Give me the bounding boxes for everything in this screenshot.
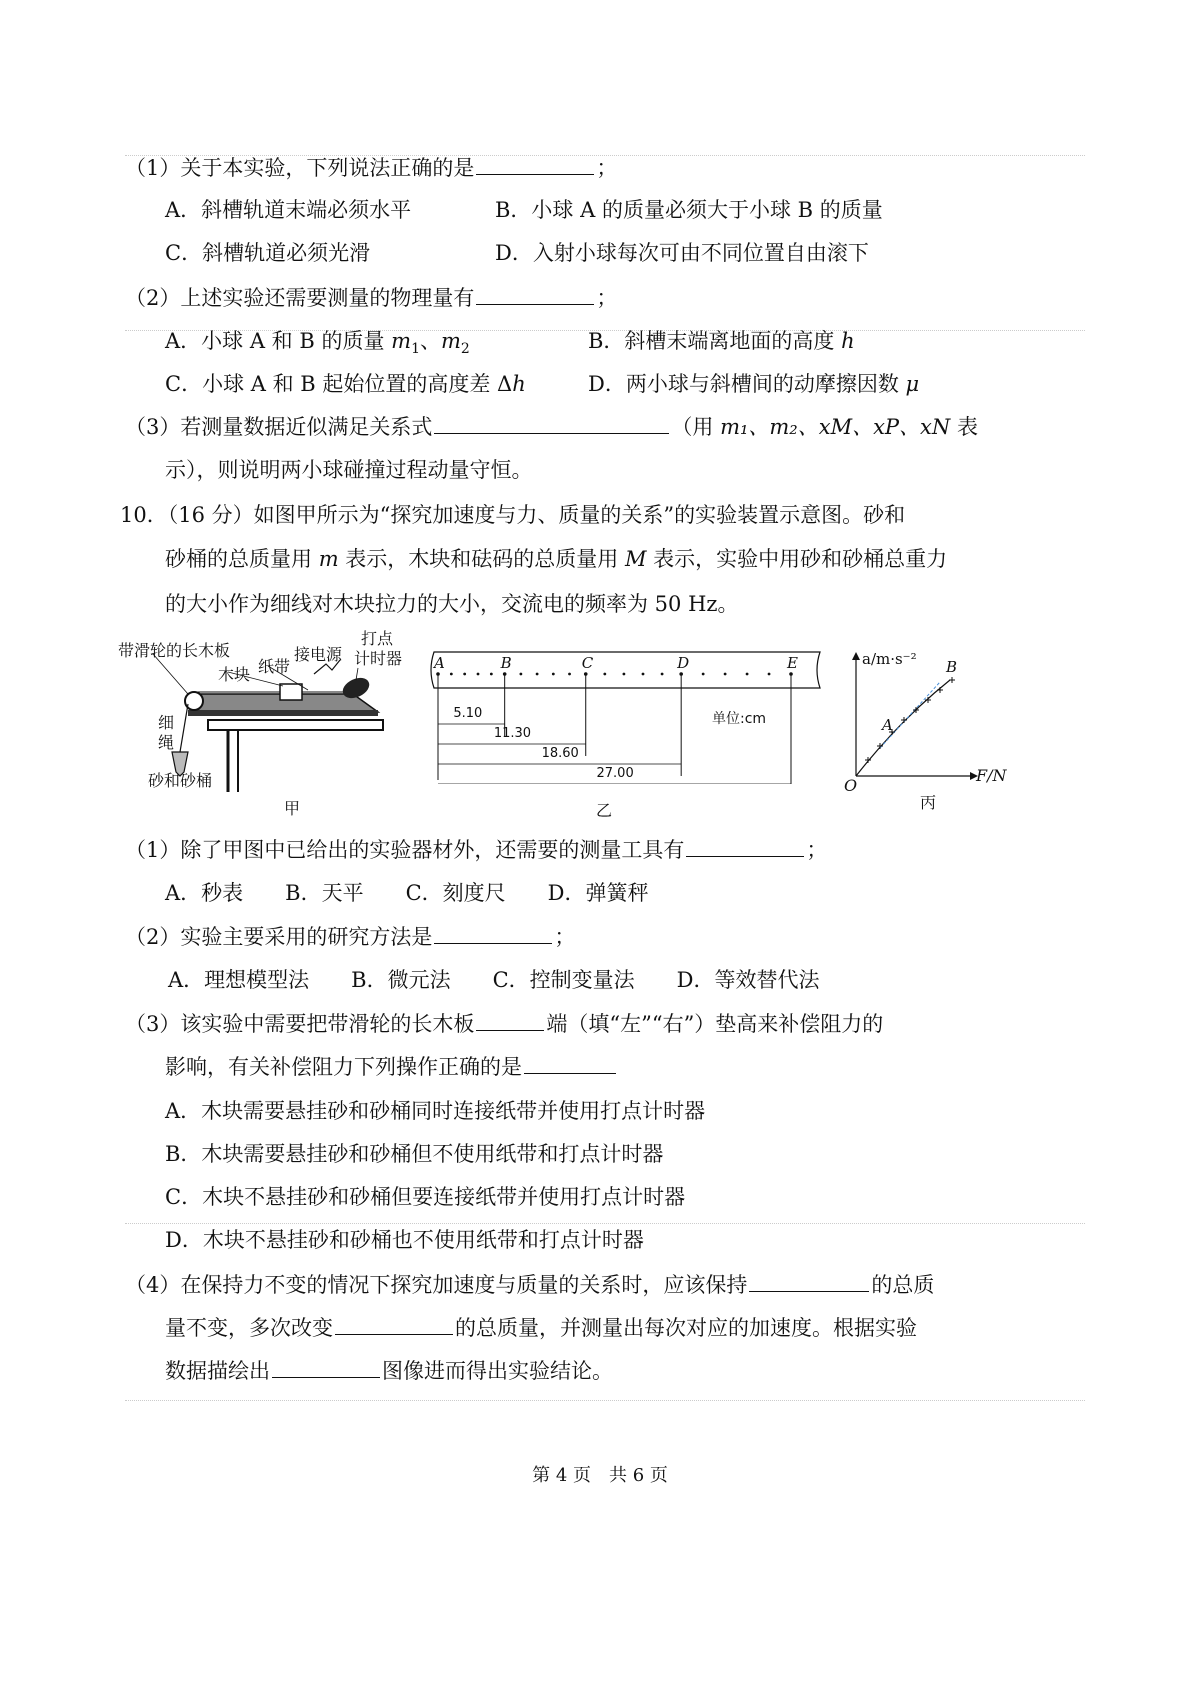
q9-part3-line2: 示），则说明两小球碰撞过程动量守恒。 <box>165 458 533 482</box>
data-point-mark <box>901 717 907 723</box>
text: 砂桶的总质量用 <box>165 547 319 571</box>
tape-dot <box>603 673 606 676</box>
q10-part4-line3 <box>165 1357 613 1385</box>
text: 数据描绘出 <box>165 1359 270 1383</box>
q9-part1-suffix: ； <box>596 156 618 180</box>
q10-part1-suffix: ； <box>806 838 828 862</box>
option-text: D．两小球与斜槽间的动摩擦因数 <box>588 372 906 396</box>
q10-line3: 的大小作为细线对木块拉力的大小，交流电的频率为 50 Hz。 <box>165 592 739 616</box>
tape-dot <box>490 673 493 676</box>
q10-part3-question <box>125 1010 883 1038</box>
page-footer: 第 4 页 共 6 页 <box>532 1465 668 1486</box>
answer-blank[interactable] <box>272 1357 380 1378</box>
tape-dot <box>552 673 555 676</box>
q9-part1-option-b: B．小球 A 的质量必须大于小球 B 的质量 <box>495 198 883 222</box>
point-label-A: A <box>434 654 445 672</box>
distance-label: 18.60 <box>541 746 579 761</box>
tape-dot <box>568 673 571 676</box>
tape-diagram <box>428 644 828 784</box>
label-sand-bucket: 砂和砂桶 <box>148 771 213 790</box>
label-block: 木块 <box>218 665 251 684</box>
figure-yi <box>428 644 828 824</box>
text: 表示，实验中用砂和砂桶总重力 <box>646 547 948 571</box>
subscript: 2 <box>460 341 470 358</box>
q9-part3-text: （3）若测量数据近似满足关系式 <box>125 415 433 439</box>
q9-part3-suffix-end: 表 <box>950 415 978 439</box>
q10-part3-option-b: B．木块需要悬挂砂和砂桶但不使用纸带和打点计时器 <box>165 1142 664 1166</box>
q10-header: 10．（16 分）如图甲所示为“探究加速度与力、质量的关系”的实验装置示意图。砂和 <box>120 503 906 527</box>
q9-part2-option-b <box>588 327 855 355</box>
var-mu: μ <box>905 372 920 396</box>
q9-part1-option-c: C．斜槽轨道必须光滑 <box>165 241 371 265</box>
label-power: 接电源 <box>294 645 343 664</box>
option-text: C．小球 A 和 B 起始位置的高度差 Δ <box>165 372 513 396</box>
y-axis-label: a/m·s⁻² <box>862 650 917 668</box>
point-a-label: A <box>882 716 893 734</box>
tape-dot <box>519 673 522 676</box>
q9-part1-option-a: A．斜槽轨道末端必须水平 <box>165 198 412 222</box>
label-rope: 细 <box>158 713 175 732</box>
var-m: m <box>318 547 339 571</box>
q9-part2-option-a <box>165 327 470 363</box>
answer-blank[interactable] <box>335 1314 453 1335</box>
tape-dot <box>768 673 771 676</box>
separator: 、 <box>419 329 441 353</box>
label-timer: 计时器 <box>354 649 403 668</box>
q9-part2-option-d <box>588 370 919 398</box>
tape-dot <box>450 673 453 676</box>
q10-part3-text: （3）该实验中需要把带滑轮的长木板 <box>125 1012 475 1036</box>
tape-dot <box>536 673 539 676</box>
figure-bing <box>840 648 1020 818</box>
x-axis-label: F/N <box>976 766 1007 785</box>
answer-blank[interactable] <box>476 1010 544 1031</box>
distance-label: 27.00 <box>596 766 634 781</box>
tape-dot <box>477 673 480 676</box>
label-timer: 打点 <box>361 629 394 648</box>
q10-part2-suffix: ； <box>554 925 576 949</box>
q10-part2-question <box>125 923 575 951</box>
tape-dot <box>463 673 466 676</box>
tape-dot <box>661 673 664 676</box>
text: 量不变，多次改变 <box>165 1316 333 1340</box>
point-label-C: C <box>581 654 594 672</box>
q10-part1-options: A．秒表 B．天平 C．刻度尺 D．弹簧秤 <box>165 881 649 905</box>
tape-dot <box>623 673 626 676</box>
q9-part2-question <box>125 284 617 312</box>
answer-blank[interactable] <box>686 836 804 857</box>
point-label-D: D <box>677 654 690 672</box>
answer-blank[interactable] <box>476 284 594 305</box>
separator-rule <box>125 1223 1085 1224</box>
text: 影响，有关补偿阻力下列操作正确的是 <box>165 1055 522 1079</box>
option-text: A．小球 A 和 B 的质量 <box>165 329 392 353</box>
q10-part4-question <box>125 1271 934 1299</box>
point-label-B: B <box>500 654 512 672</box>
q10-part4-line2 <box>165 1314 917 1342</box>
var-h: h <box>512 372 526 396</box>
q9-part3-vars: m₁、m₂、xM、xP、xN <box>720 415 951 439</box>
q9-part1-option-d: D．入射小球每次可由不同位置自由滚下 <box>495 241 869 265</box>
text: 的总质量，并测量出每次对应的加速度。根据实验 <box>455 1316 917 1340</box>
q10-part1-question <box>125 836 827 864</box>
figure-caption-bing: 丙 <box>920 793 937 812</box>
q10-line2 <box>165 545 947 573</box>
answer-blank[interactable] <box>749 1271 869 1292</box>
var-m: m <box>391 329 412 353</box>
unit-label: 单位:cm <box>712 711 767 727</box>
tape-dot <box>642 673 645 676</box>
text: （4）在保持力不变的情况下探究加速度与质量的关系时，应该保持 <box>125 1273 748 1297</box>
tape-dot <box>746 673 749 676</box>
answer-blank[interactable] <box>524 1053 616 1074</box>
answer-blank[interactable] <box>434 923 552 944</box>
q9-part2-suffix: ； <box>596 286 618 310</box>
text: 的总质 <box>871 1273 935 1297</box>
tape-dot <box>702 673 705 676</box>
q10-part3-line2 <box>165 1053 618 1081</box>
text: 表示，木块和砝码的总质量用 <box>338 547 625 571</box>
answer-blank[interactable] <box>476 154 594 175</box>
q10-part3-mid: 端（填“左”“右”）垫高来补偿阻力的 <box>546 1012 884 1036</box>
q10-part2-text: （2）实验主要采用的研究方法是 <box>125 925 433 949</box>
q9-part2-option-c <box>165 370 526 398</box>
q10-part1-text: （1）除了甲图中已给出的实验器材外，还需要的测量工具有 <box>125 838 685 862</box>
var-h: h <box>841 329 855 353</box>
figure-caption-yi: 乙 <box>596 801 613 820</box>
q10-part3-option-a: A．木块需要悬挂砂和砂桶同时连接纸带并使用打点计时器 <box>165 1099 706 1123</box>
q9-part1-question <box>125 154 617 182</box>
tape-dot <box>724 673 727 676</box>
q10-part3-option-c: C．木块不悬挂砂和砂桶但要连接纸带并使用打点计时器 <box>165 1185 686 1209</box>
figure-jia <box>118 629 408 822</box>
distance-label: 5.10 <box>453 706 483 721</box>
q10-part2-options: A．理想模型法 B．微元法 C．控制变量法 D．等效替代法 <box>168 968 820 992</box>
distance-label: 11.30 <box>493 726 532 741</box>
point-label-E: E <box>787 654 798 672</box>
q10-part3-option-d: D．木块不悬挂砂和砂桶也不使用纸带和打点计时器 <box>165 1228 644 1252</box>
var-M: M <box>624 547 647 571</box>
origin-label: O <box>844 776 858 795</box>
separator-rule <box>125 1400 1085 1401</box>
answer-blank[interactable] <box>434 413 669 434</box>
label-board: 带滑轮的长木板 <box>118 641 231 660</box>
label-tape: 纸带 <box>258 657 291 676</box>
var-m: m <box>440 329 461 353</box>
text: 图像进而得出实验结论。 <box>382 1359 613 1383</box>
option-text: B．斜槽末端离地面的高度 <box>588 329 842 353</box>
label-rope: 绳 <box>158 733 175 752</box>
figure-caption-jia: 甲 <box>284 799 301 818</box>
q9-part2-text: （2）上述实验还需要测量的物理量有 <box>125 286 475 310</box>
point-b-label: B <box>946 658 958 676</box>
data-point-mark <box>937 687 943 693</box>
subscript: 1 <box>411 341 420 358</box>
q9-part1-text: （1）关于本实验，下列说法正确的是 <box>125 156 475 180</box>
q9-part3-question <box>125 413 978 441</box>
data-point-mark <box>949 677 955 683</box>
q9-part3-suffix: （用 <box>671 415 721 439</box>
